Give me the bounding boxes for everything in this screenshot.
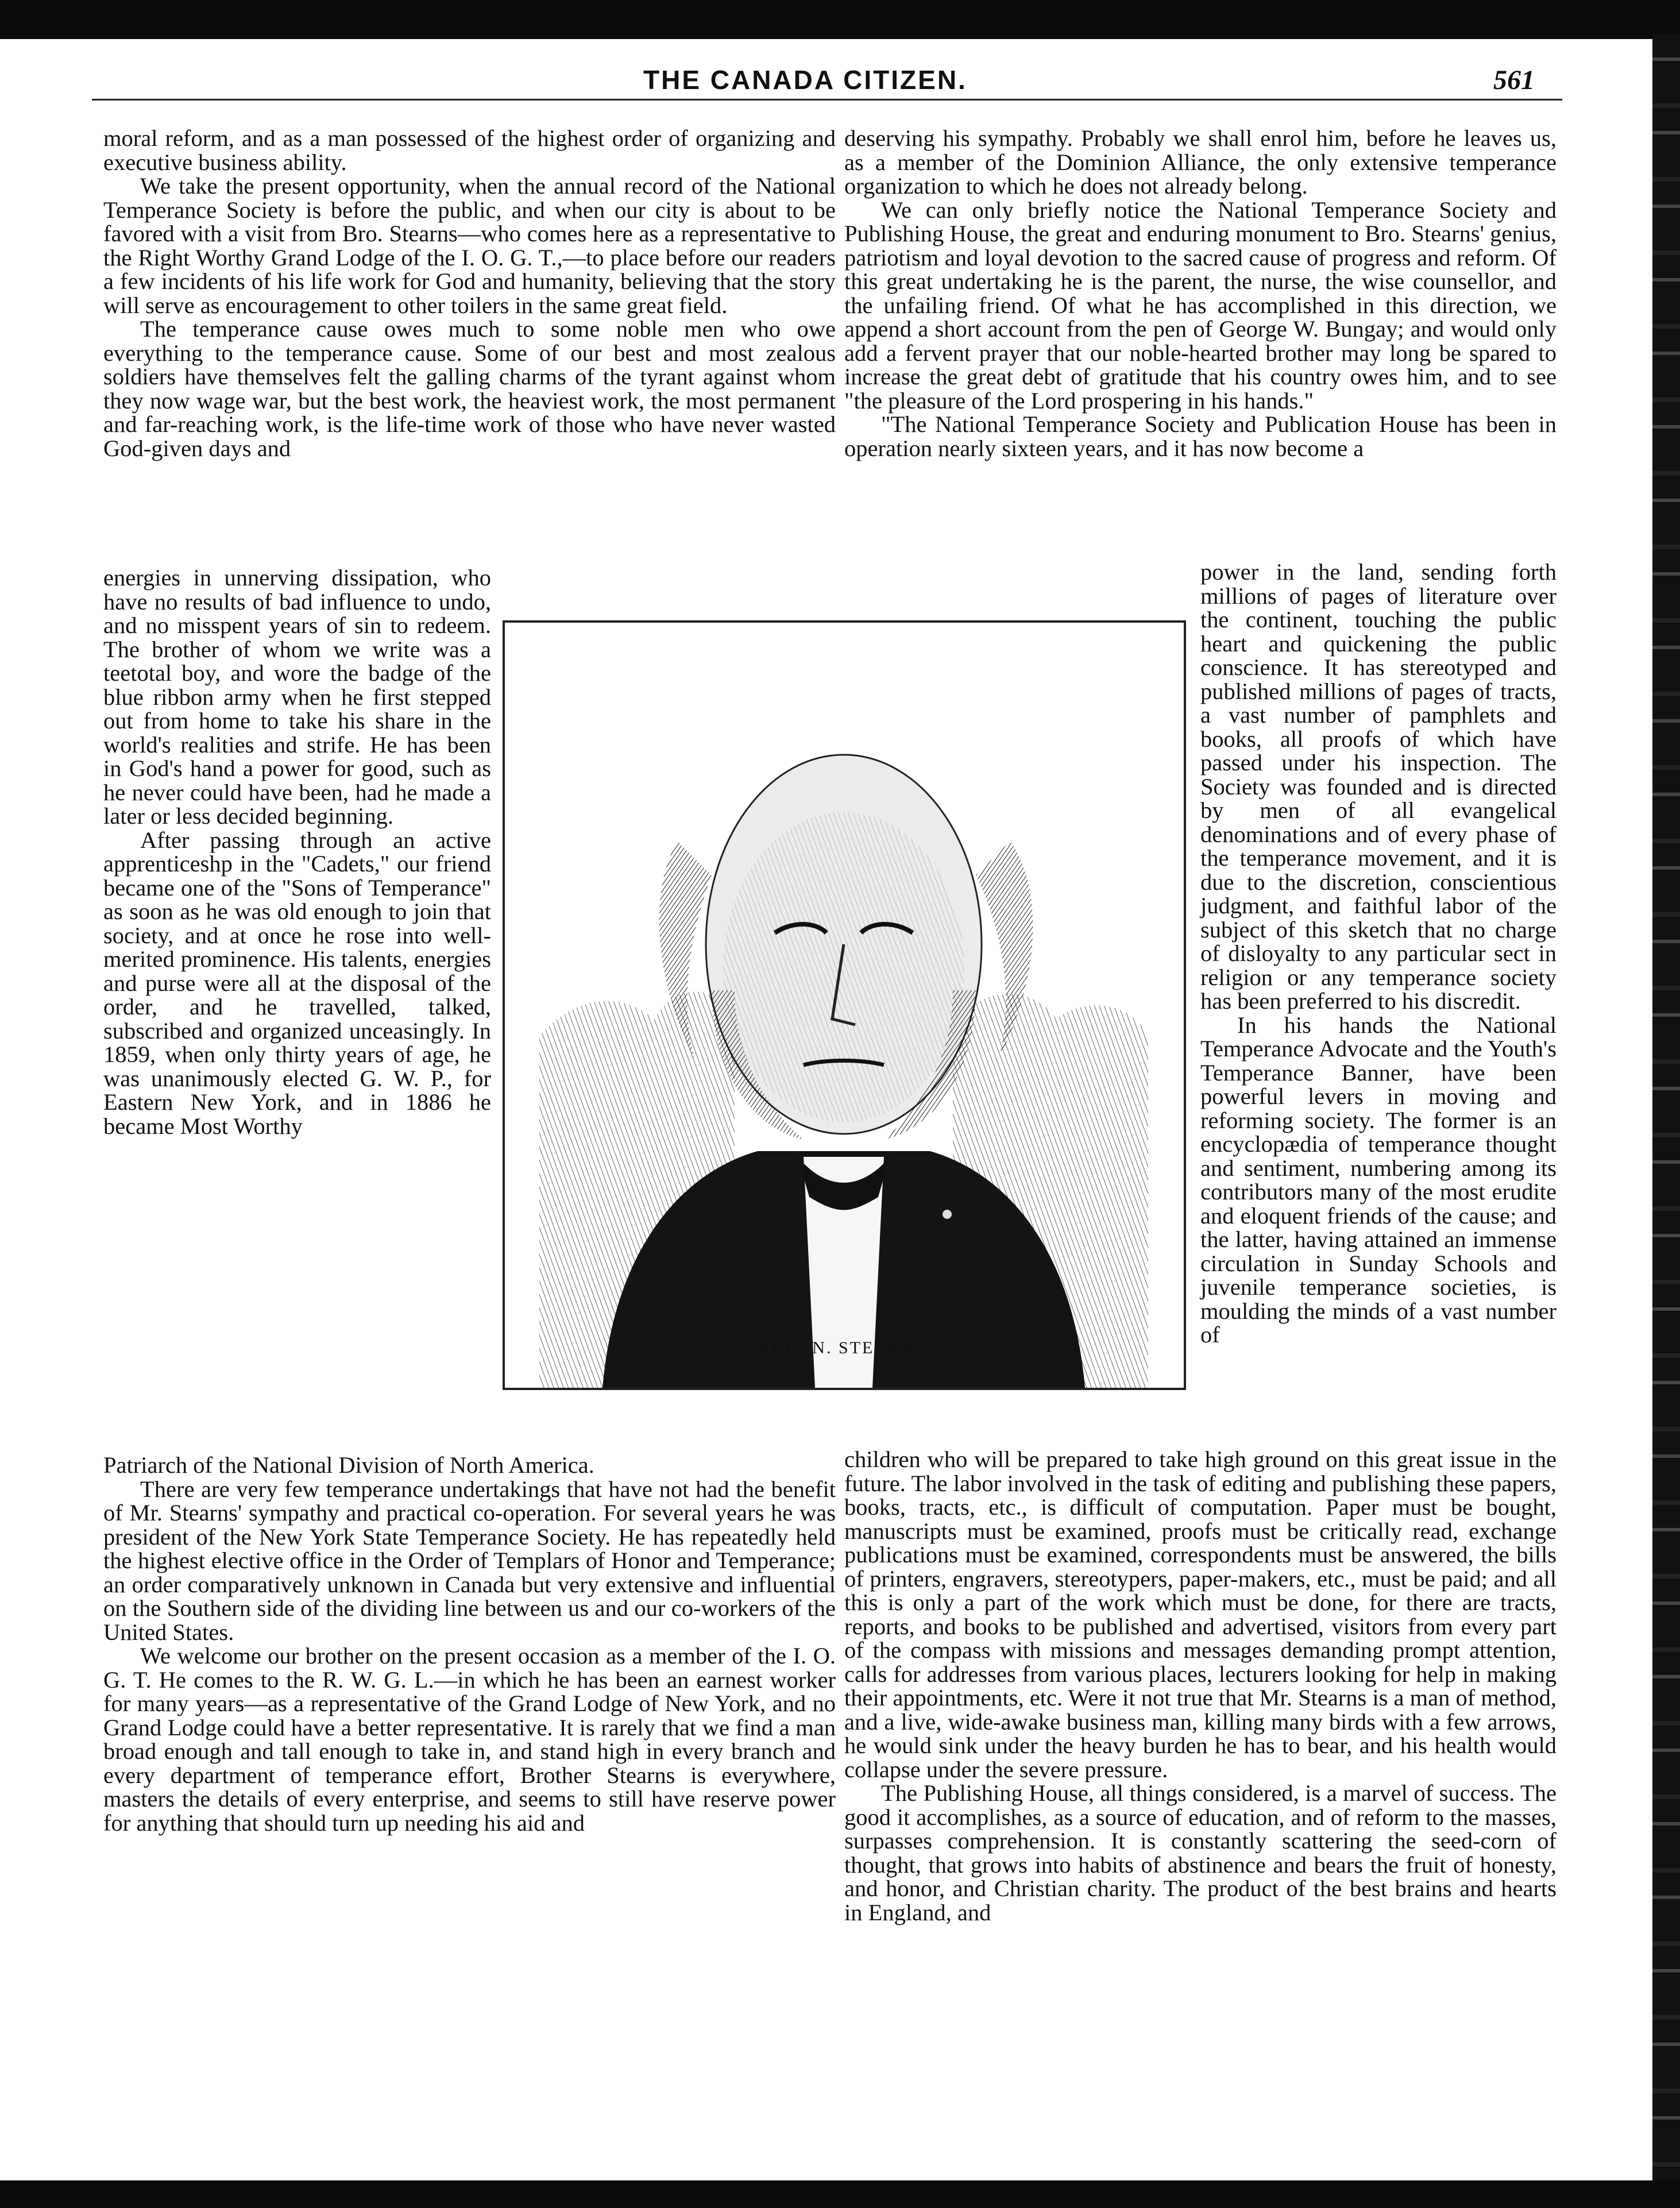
paragraph: The temperance cause owes much to some noble men who owe everything to the temperance cause. Some of our best and most zealous soldiers have themselves felt the galling charms of the tyrant against whom they now wage war, but the best work, the heaviest work, the most permanent and far-reaching work, is the life-time work of those who have never wasted God-given days and	[103, 316, 836, 461]
lapel-pin-icon	[943, 1210, 952, 1219]
scan-bottom-border	[0, 2180, 1680, 2208]
paragraph: We take the present opportunity, when the annual record of the National Temperance Society is before the public, and when our city is about to be favored with a visit from Bro. Stearns—who comes here as a representative to the Right Worthy Grand Lodge of the I. O. G. T.,—to place before our readers a few incidents of his life work for God and humanity, believing that the story will serve as encouragement to other toilers in the same great field.	[103, 173, 836, 318]
paragraph: "The National Temperance Society and Publication House has been in operation nearly sixteen years, and it has now become a	[844, 411, 1557, 461]
scan-top-border	[0, 0, 1680, 39]
right-column-bottom	[844, 1447, 1557, 1924]
left-column-wrap	[103, 566, 491, 1138]
paragraph: In his hands the National Temperance Advocate and the Youth's Temperance Banner, have been powerful levers in moving and reforming society. The former is an encyclopædia of temperance thought and sentiment, numbering among its contributors many of the most erudite and eloquent friends of the cause; and the latter, having attained an immense circulation in Sunday Schools and juvenile temperance societies, is moulding the minds of a vast number of	[1200, 1012, 1557, 1348]
paragraph: We can only briefly notice the National Temperance Society and Publishing House, the great and enduring monument to Bro. Stearns' genius, patriotism and loyal devotion to the sacred cause of progress and reform. Of this great undertaking he is the parent, the nurse, the wise counsellor, and the unfailing friend. Of what he has accomplished in this direction, we append a short account from the pen of George W. Bungay; and would only add a fervent prayer that our noble-hearted brother may long be spared to increase the great debt of gratitude that his country owes him, and to see "the pleasure of the Lord prospering in his hands."	[844, 196, 1557, 414]
portrait-engraving	[503, 620, 1186, 1390]
page-number: 561	[1493, 65, 1535, 95]
left-column-bottom	[103, 1453, 836, 1835]
paragraph: moral reform, and as a man possessed of the highest order of organizing and executive business ability.	[103, 125, 836, 175]
portrait-caption: JOHN N. STEARNS.	[755, 1338, 933, 1357]
paragraph: There are very few temperance undertakings that have not had the benefit of Mr. Stearns' sympathy and practical co-operation. For several years he was president of the New York State Temperance Society. He has repeatedly held the highest elective office in the Order of Templars of Honor and Temperance; an order comparatively unknown in Canada but very extensive and influential on the Southern side of the dividing line between us and our co-workers of the United States.	[103, 1476, 836, 1645]
header-rule	[92, 99, 1562, 101]
paragraph: power in the land, sending forth millions of pages of literature over the continent, touching the public heart and quickening the public conscience. It has stereotyped and published millions of pages of tracts, a vast number of pamphlets and books, all proofs of which have passed under his inspection. The Society was founded and is directed by men of all evangelical denominations and of every phase of the temperance movement, and it is due to the discretion, conscientious judgment, and faithful labor of the subject of this sketch that no charge of disloyalty to any particular sect in religion or any temperance society has been preferred to his discredit.	[1200, 559, 1557, 1014]
paragraph: The Publishing House, all things considered, is a marvel of success. The good it accomplishes, as a source of education, and of reform to the masses, surpasses comprehension. It is constantly scattering the seed-corn of thought, that grows into habits of abstinence and bears the fruit of honesty, and honor, and Christian charity. The product of the best brains and hearts in England, and	[844, 1780, 1557, 1925]
paragraph: energies in unnerving dissipation, who have no results of bad influence to undo, and no misspent years of sin to redeem. The brother of whom we write was a teetotal boy, and wore the badge of the blue ribbon army when he first stepped out from home to take his share in the world's realities and strife. He has been in God's hand a power for good, such as he never could have been, had he made a later or less decided beginning.	[103, 565, 491, 829]
right-column-wrap	[1200, 560, 1557, 1347]
right-column-top	[844, 126, 1557, 460]
masthead-title: THE CANADA CITIZEN.	[643, 65, 967, 95]
paragraph: children who will be prepared to take high ground on this great issue in the future. The labor involved in the task of editing and publishing these papers, books, tracts, etc., is difficult of computation. Paper must be bought, manuscripts must be examined, proofs must be critically read, exchange publications must be examined, correspondents must be answered, the bills of printers, engravers, stereotypers, paper-makers, etc., must be paid; and all this is only a part of the work which must be done, for there are tracts, reports, and books to be published and advertised, visitors from every part of the compass with missions and messages demanding prompt attention, calls for addresses from various places, lecturers looking for help in making their appointments, etc. Were it not true that Mr. Stearns is a man of method, and a live, wide-awake business man, killing many birds with a few arrows, he would sink under the heavy burden he has to bear, and his health would collapse under the severe pressure.	[844, 1446, 1557, 1782]
scan-right-edge	[1652, 34, 1680, 2208]
paragraph: Patriarch of the National Division of North America.	[103, 1452, 594, 1478]
portrait-illustration	[505, 623, 1184, 1388]
paragraph: deserving his sympathy. Probably we shall enrol him, before he leaves us, as a member of the Dominion Alliance, the only extensive temperance organization to which he does not already belong.	[844, 125, 1557, 199]
left-column-top	[103, 126, 836, 460]
paragraph: We welcome our brother on the present occasion as a member of the I. O. G. T. He comes to the R. W. G. L.—in which he has been an earnest worker for many years—as a representative of the Grand Lodge of New York, and no Grand Lodge could have a better representative. It is rarely that we find a man broad enough and tall enough to take in, and stand high in every branch and every department of temperance effort, Brother Stearns is everywhere, masters the details of every enterprise, and seems to still have reserve power for anything that should turn up needing his aid and	[103, 1643, 836, 1836]
paragraph: After passing through an active apprenticeshp in the "Cadets," our friend became one of the "Sons of Temperance" as soon as he was old enough to join that society, and at once he rose into well-merited prominence. His talents, energies and purse were all at the disposal of the order, and he travelled, talked, subscribed and organized unceasingly. In 1859, when only thirty years of age, he was unanimously elected G. W. P., for Eastern New York, and in 1886 he became Most Worthy	[103, 827, 491, 1139]
page-header	[0, 62, 1643, 102]
